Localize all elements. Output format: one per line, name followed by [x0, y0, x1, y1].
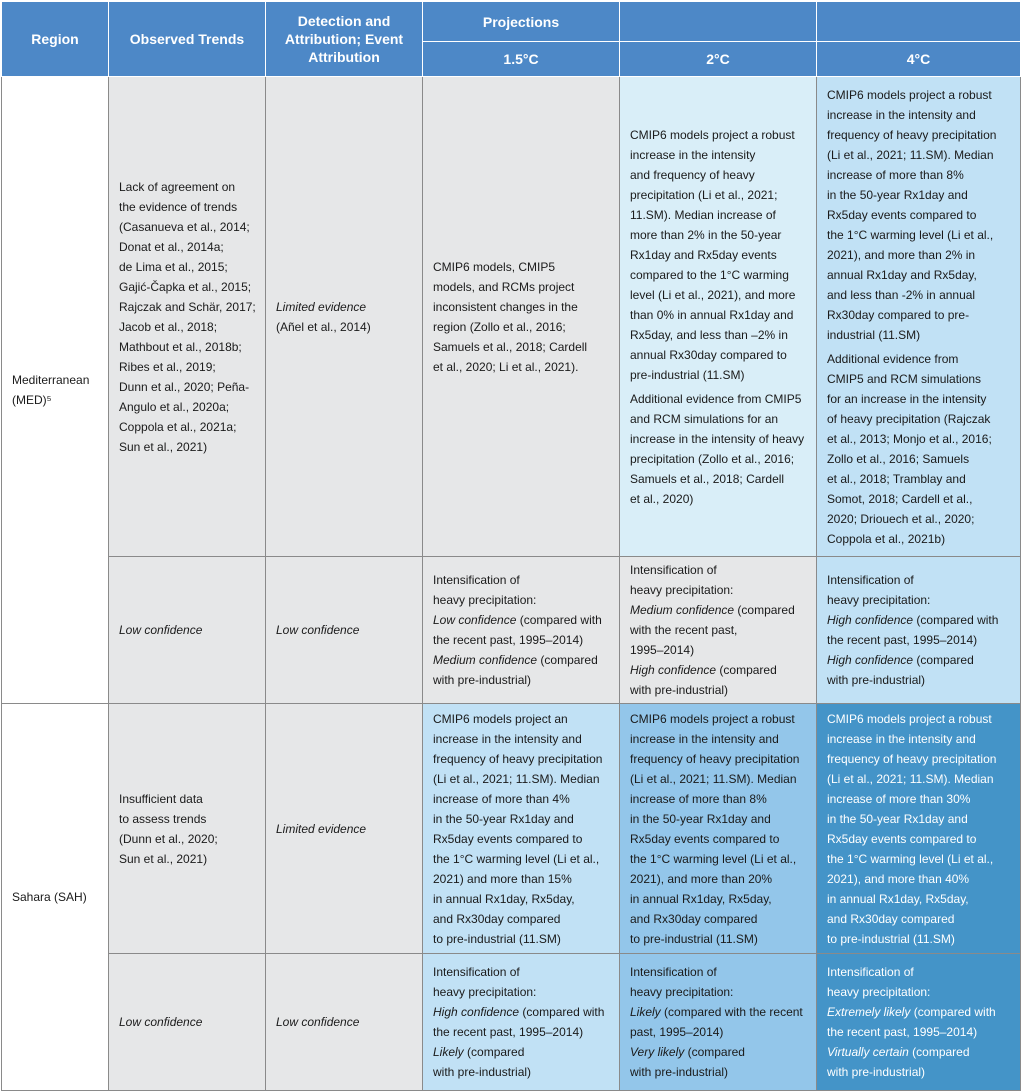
header-empty-4 — [817, 2, 1021, 42]
med-2-paragraph-2 — [630, 389, 810, 509]
detection-confidence: Limited evidence — [276, 299, 367, 314]
text-line: past, 1995–2014) — [630, 1025, 724, 1039]
text-line: increase of more than 30% — [827, 791, 971, 806]
text-line: the 1°C warming level (Li et al., — [827, 227, 994, 242]
text-line: increase in the intensity — [630, 147, 756, 162]
confidence-term: Virtually certain — [827, 1045, 909, 1059]
text-line: heavy precipitation: — [433, 593, 537, 607]
text-line: to pre-industrial (11.SM) — [433, 931, 561, 946]
text-line: (compared — [684, 1045, 745, 1059]
text-line: inconsistent changes in the — [433, 299, 578, 314]
text-line: with pre-industrial) — [630, 1065, 729, 1079]
text-line: increase of more than 4% — [433, 791, 570, 806]
text-line: with the recent past, — [630, 623, 738, 637]
text-line: more than 2% in the 50-year — [630, 227, 782, 242]
text-line: Coppola et al., 2021a; — [119, 419, 237, 434]
text-line: the recent past, 1995–2014) — [827, 633, 978, 647]
confidence-term: Likely — [630, 1005, 661, 1019]
sah-projection-1-5 — [423, 704, 620, 954]
text-line: et al., 2020; Li et al., 2021). — [433, 359, 579, 374]
text-line: to pre-industrial (11.SM) — [630, 931, 758, 946]
text-line: 2021), and more than 20% — [630, 871, 773, 886]
text-line: Gajić-Čapka et al., 2015; — [119, 279, 252, 294]
text-line: (compared — [716, 663, 777, 677]
text-line: precipitation (Li et al., 2021; — [630, 187, 778, 202]
med-observed-confidence: Low confidence — [109, 557, 266, 704]
confidence-term: High confidence — [827, 653, 914, 667]
text-line: (Li et al., 2021; 11.SM). Median — [630, 771, 797, 786]
text-line: pre-industrial (11.SM) — [630, 367, 745, 382]
med-confidence-2 — [620, 557, 817, 704]
text-line: increase in the intensity and — [827, 107, 976, 122]
region-cell-sah — [2, 704, 109, 1091]
text-line: Rx5day events compared to — [630, 831, 780, 846]
text-line: Additional evidence from — [827, 351, 959, 366]
region-label-med: Mediterranean (MED)⁵ — [12, 373, 90, 407]
text-line: Intensification of — [630, 563, 717, 577]
text-line: 2020; Driouech et al., 2020; — [827, 511, 975, 526]
region-label-sah: Sahara (SAH) — [12, 890, 87, 904]
text-line: than 0% in annual Rx1day and — [630, 307, 794, 322]
text-line: in the 50-year Rx1day and — [827, 187, 968, 202]
med-confidence-4 — [817, 557, 1021, 704]
text-line: (Li et al., 2021; 11.SM). Median — [827, 771, 994, 786]
text-line: with pre-industrial) — [433, 1065, 532, 1079]
text-line: Rx5day events compared to — [827, 207, 977, 222]
text-line: Intensification of — [433, 573, 520, 587]
text-line: in annual Rx1day, Rx5day, — [827, 891, 969, 906]
text-line: Additional evidence from CMIP5 — [630, 391, 802, 406]
text-line: (compared with the recent — [660, 1005, 803, 1019]
text-line: (compared — [463, 1045, 525, 1059]
med-confidence-1-5 — [423, 557, 620, 704]
sah-projection-4 — [817, 704, 1021, 954]
sah-observed-confidence: Low confidence — [109, 954, 266, 1091]
text-line: to pre-industrial (11.SM) — [827, 931, 955, 946]
text-line: level (Li et al., 2021), and more — [630, 287, 796, 302]
med-2-paragraph-1 — [630, 125, 810, 385]
text-line: Rx5day events compared to — [433, 831, 583, 846]
header-detection-attribution: Detection and Attribution; Event Attribution — [266, 2, 423, 77]
text-line: heavy precipitation: — [433, 985, 537, 999]
med-projection-4 — [817, 77, 1021, 557]
text-line: the recent past, 1995–2014) — [827, 1025, 978, 1039]
text-line: region (Zollo et al., 2016; — [433, 319, 566, 334]
text-line: and Rx30day compared — [630, 911, 758, 926]
text-line: (compared — [537, 653, 598, 667]
text-line: the 1°C warming level (Li et al., — [630, 851, 797, 866]
header-warming-4: 4°C — [817, 42, 1021, 77]
med-projection-2 — [620, 77, 817, 557]
text-line: in annual Rx1day, Rx5day, — [433, 891, 575, 906]
text-line: 2021) and more than 15% — [433, 871, 572, 886]
text-line: Sun et al., 2021) — [119, 851, 208, 866]
text-line: Sun et al., 2021) — [119, 439, 208, 454]
text-line: heavy precipitation: — [630, 985, 734, 999]
text-line: (compared with — [516, 613, 602, 627]
text-line: increase in the intensity and — [433, 731, 582, 746]
text-line: annual Rx30day compared to — [630, 347, 787, 362]
text-line: (Li et al., 2021; 11.SM). Median — [827, 147, 994, 162]
text-line: CMIP6 models project an — [433, 711, 568, 726]
text-line: Coppola et al., 2021b) — [827, 531, 946, 546]
text-line: increase in the intensity and — [827, 731, 976, 746]
text-line: et al., 2018; Tramblay and — [827, 471, 966, 486]
text-line: and RCM simulations for an — [630, 411, 779, 426]
text-line: 2021), and more than 40% — [827, 871, 970, 886]
sah-confidence-4 — [817, 954, 1021, 1091]
text-line: frequency of heavy precipitation — [827, 751, 997, 766]
confidence-term: Likely — [433, 1045, 464, 1059]
text-line: in the 50-year Rx1day and — [433, 811, 574, 826]
text-line: 11.SM). Median increase of — [630, 207, 776, 222]
text-line: Rx5day events compared to — [827, 831, 977, 846]
text-line: de Lima et al., 2015; — [119, 259, 228, 274]
header-warming-1-5: 1.5°C — [423, 42, 620, 77]
header-warming-2: 2°C — [620, 42, 817, 77]
text-line: Rx30day compared to pre- — [827, 307, 970, 322]
text-line: (compared with — [910, 1005, 996, 1019]
text-line: Lack of agreement on — [119, 179, 236, 194]
confidence-term: High confidence — [827, 613, 914, 627]
text-line: the recent past, 1995–2014) — [433, 633, 584, 647]
text-line: CMIP6 models project a robust — [827, 87, 992, 102]
text-line: precipitation (Zollo et al., 2016; — [630, 451, 795, 466]
text-line: CMIP6 models project a robust — [630, 711, 795, 726]
text-line: Zollo et al., 2016; Samuels — [827, 451, 970, 466]
sah-detection-confidence: Low confidence — [266, 954, 423, 1091]
text-line: increase in the intensity and — [630, 731, 779, 746]
text-line: heavy precipitation: — [630, 583, 734, 597]
text-line: Angulo et al., 2020a; — [119, 399, 230, 414]
text-line: with pre-industrial) — [433, 673, 532, 687]
text-line: (compared — [734, 603, 795, 617]
text-line: (compared with — [913, 613, 999, 627]
confidence-term: High confidence — [433, 1005, 520, 1019]
header-observed-trends: Observed Trends — [109, 2, 266, 77]
text-line: Rx5day, and less than –2% in — [630, 327, 788, 342]
text-line: for an increase in the intensity — [827, 391, 987, 406]
text-line: in the 50-year Rx1day and — [827, 811, 968, 826]
confidence-term: Medium confidence — [630, 603, 735, 617]
text-line: Jacob et al., 2018; — [119, 319, 218, 334]
text-line: (Casanueva et al., 2014; — [119, 219, 250, 234]
text-line: the 1°C warming level (Li et al., — [827, 851, 994, 866]
text-line: 1995–2014) — [630, 643, 695, 657]
text-line: Rx1day and Rx5day events — [630, 247, 777, 262]
text-line: Insufficient data — [119, 791, 203, 806]
text-line: and frequency of heavy — [630, 167, 755, 182]
text-line: 2021), and more than 2% in — [827, 247, 976, 262]
text-line: in annual Rx1day, Rx5day, — [630, 891, 772, 906]
text-line: the 1°C warming level (Li et al., — [433, 851, 600, 866]
confidence-term: Medium confidence — [433, 653, 538, 667]
header-empty-2 — [620, 2, 817, 42]
text-line: Samuels et al., 2018; Cardell — [630, 471, 785, 486]
text-line: Samuels et al., 2018; Cardell — [433, 339, 588, 354]
sah-observed-trends — [109, 704, 266, 954]
text-line: (Li et al., 2021; 11.SM). Median — [433, 771, 600, 786]
text-line: Intensification of — [433, 965, 520, 979]
sah-confidence-1-5 — [423, 954, 620, 1091]
text-line: and Rx30day compared — [827, 911, 955, 926]
text-line: Intensification of — [827, 965, 914, 979]
med-observed-trends — [109, 77, 266, 557]
text-line: with pre-industrial) — [630, 683, 729, 697]
sah-confidence-2 — [620, 954, 817, 1091]
text-line: to assess trends — [119, 811, 207, 826]
confidence-term: High confidence — [630, 663, 717, 677]
text-line: Rajczak and Schär, 2017; — [119, 299, 256, 314]
text-line: with pre-industrial) — [827, 673, 926, 687]
text-line: of heavy precipitation (Rajczak — [827, 411, 991, 426]
text-line: frequency of heavy precipitation — [433, 751, 603, 766]
region-cell-med — [2, 77, 109, 704]
med-4-paragraph-1 — [827, 85, 1014, 345]
text-line: Somot, 2018; Cardell et al., — [827, 491, 973, 506]
text-line: Intensification of — [630, 965, 717, 979]
text-line: Mathbout et al., 2018b; — [119, 339, 242, 354]
header-region: Region — [2, 2, 109, 77]
med-projection-1-5 — [423, 77, 620, 557]
med-detection-confidence: Low confidence — [266, 557, 423, 704]
text-line: CMIP6 models, CMIP5 — [433, 259, 556, 274]
text-line: the recent past, 1995–2014) — [433, 1025, 584, 1039]
text-line: Ribes et al., 2019; — [119, 359, 216, 374]
text-line: Dunn et al., 2020; Peña- — [119, 379, 250, 394]
heavy-precipitation-table — [1, 1, 1021, 1091]
text-line: in the 50-year Rx1day and — [630, 811, 771, 826]
text-line: (compared — [913, 653, 974, 667]
text-line: with pre-industrial) — [827, 1065, 926, 1079]
text-line: frequency of heavy precipitation — [827, 127, 997, 142]
text-line: compared to the 1°C warming — [630, 267, 789, 282]
text-line: (compared with — [519, 1005, 605, 1019]
text-line: the evidence of trends — [119, 199, 238, 214]
text-line: CMIP6 models project a robust — [630, 127, 795, 142]
text-line: heavy precipitation: — [827, 985, 931, 999]
text-line: (Dunn et al., 2020; — [119, 831, 218, 846]
text-line: increase of more than 8% — [827, 167, 964, 182]
text-line: CMIP6 models project a robust — [827, 711, 992, 726]
text-line: et al., 2020) — [630, 491, 694, 506]
header-projections: Projections — [423, 2, 620, 42]
med-4-paragraph-2 — [827, 349, 1014, 549]
text-line: industrial (11.SM) — [827, 327, 921, 342]
text-line: et al., 2013; Monjo et al., 2016; — [827, 431, 992, 446]
text-line: and less than -2% in annual — [827, 287, 976, 302]
text-line: models, and RCMs project — [433, 279, 575, 294]
detection-reference: (Añel et al., 2014) — [276, 319, 371, 334]
med-detection-attribution — [266, 77, 423, 557]
text-line: Donat et al., 2014a; — [119, 239, 224, 254]
text-line: Intensification of — [827, 573, 914, 587]
text-line: CMIP5 and RCM simulations — [827, 371, 982, 386]
text-line: heavy precipitation: — [827, 593, 931, 607]
sah-detection-attribution: Limited evidence — [266, 704, 423, 954]
confidence-term: Very likely — [630, 1045, 685, 1059]
text-line: and Rx30day compared — [433, 911, 561, 926]
confidence-term: Low confidence — [433, 613, 517, 627]
text-line: increase of more than 8% — [630, 791, 767, 806]
text-line: (compared — [908, 1045, 970, 1059]
sah-projection-2 — [620, 704, 817, 954]
text-line: frequency of heavy precipitation — [630, 751, 800, 766]
text-line: annual Rx1day and Rx5day, — [827, 267, 977, 282]
text-line: increase in the intensity of heavy — [630, 431, 805, 446]
confidence-term: Extremely likely — [827, 1005, 911, 1019]
